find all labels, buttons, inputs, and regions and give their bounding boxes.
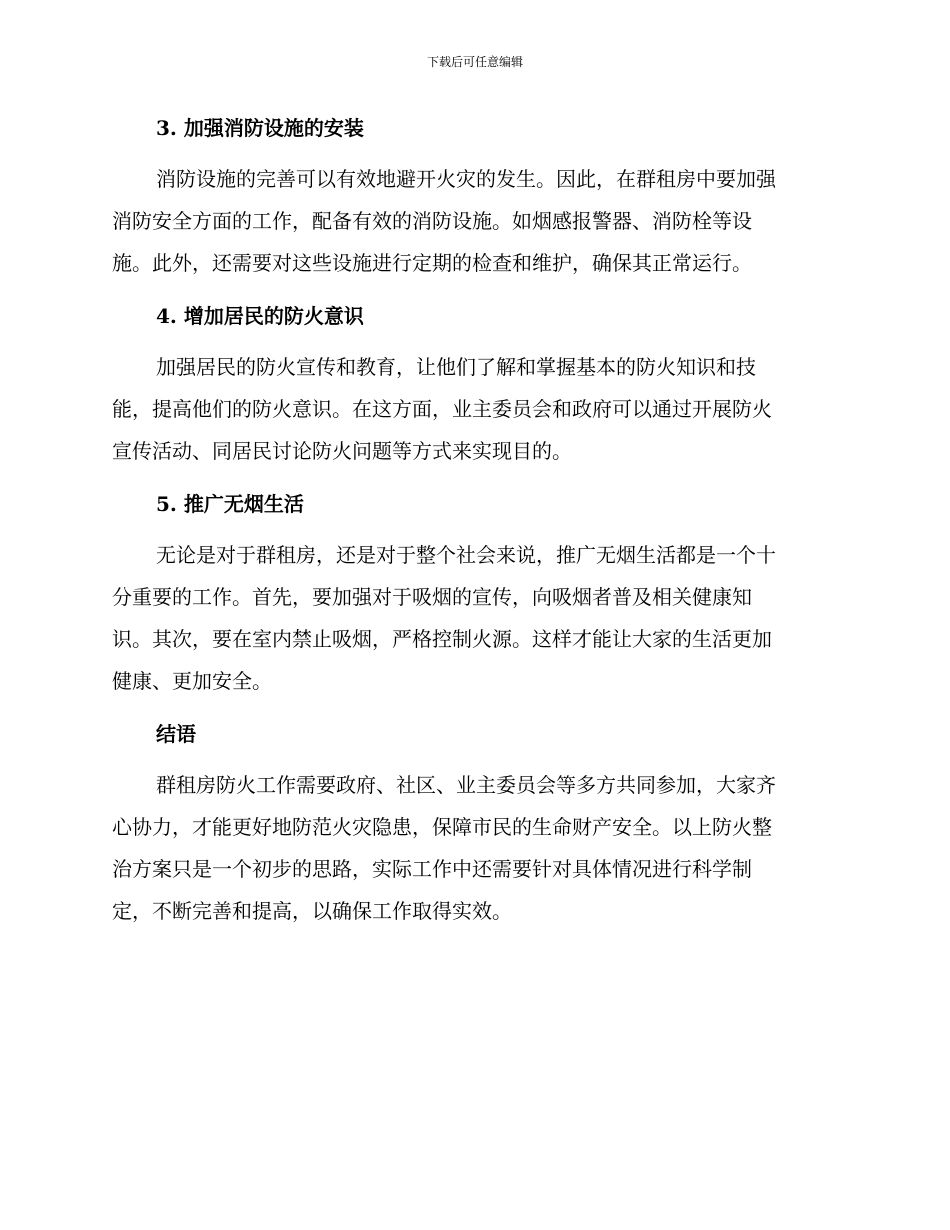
paragraph-line: 分重要的工作。首先，要加强对于吸烟的宣传，向吸烟者普及相关健康知 [112,585,752,609]
section-heading: 结语 [156,722,196,746]
paragraph-line: 定，不断完善和提高，以确保工作取得实效。 [112,899,512,923]
page-header: 下载后可任意编辑 [426,55,523,69]
paragraph-line: 健康、更加安全。 [112,669,272,693]
paragraph-line: 施。此外，还需要对这些设施进行定期的检查和维护，确保其正常运行。 [112,251,752,275]
section-awareness [112,296,832,472]
paragraph-line: 治方案只是一个初步的思路，实际工作中还需要针对具体情况进行科学制 [112,857,752,881]
section-heading: 3. 加强消防设施的安装 [156,116,364,140]
paragraph-line: 无论是对于群租房，还是对于整个社会来说，推广无烟生活都是一个十 [156,543,776,567]
section-paragraph [112,158,832,284]
section-paragraph [112,346,832,472]
section-paragraph [112,764,832,932]
paragraph-line: 能，提高他们的防火意识。在这方面，业主委员会和政府可以通过开展防火 [112,397,772,421]
section-smoke-free [112,484,832,702]
paragraph-line: 识。其次，要在室内禁止吸烟，严格控制火源。这样才能让大家的生活更加 [112,627,772,651]
section-facilities [112,108,832,284]
section-heading: 4. 增加居民的防火意识 [156,304,364,328]
paragraph-line: 消防设施的完善可以有效地避开火灾的发生。因此，在群租房中要加强 [156,167,776,191]
section-paragraph [112,534,832,702]
paragraph-line: 加强居民的防火宣传和教育，让他们了解和掌握基本的防火知识和技 [156,355,756,379]
paragraph-line: 心协力，才能更好地防范火灾隐患，保障市民的生命财产安全。以上防火整 [112,815,772,839]
section-conclusion [112,714,832,932]
document-body [112,108,832,944]
section-heading: 5. 推广无烟生活 [156,492,304,516]
paragraph-line: 消防安全方面的工作，配备有效的消防设施。如烟感报警器、消防栓等设 [112,209,752,233]
paragraph-line: 宣传活动、同居民讨论防火问题等方式来实现目的。 [112,439,572,463]
paragraph-line: 群租房防火工作需要政府、社区、业主委员会等多方共同参加，大家齐 [156,773,776,797]
